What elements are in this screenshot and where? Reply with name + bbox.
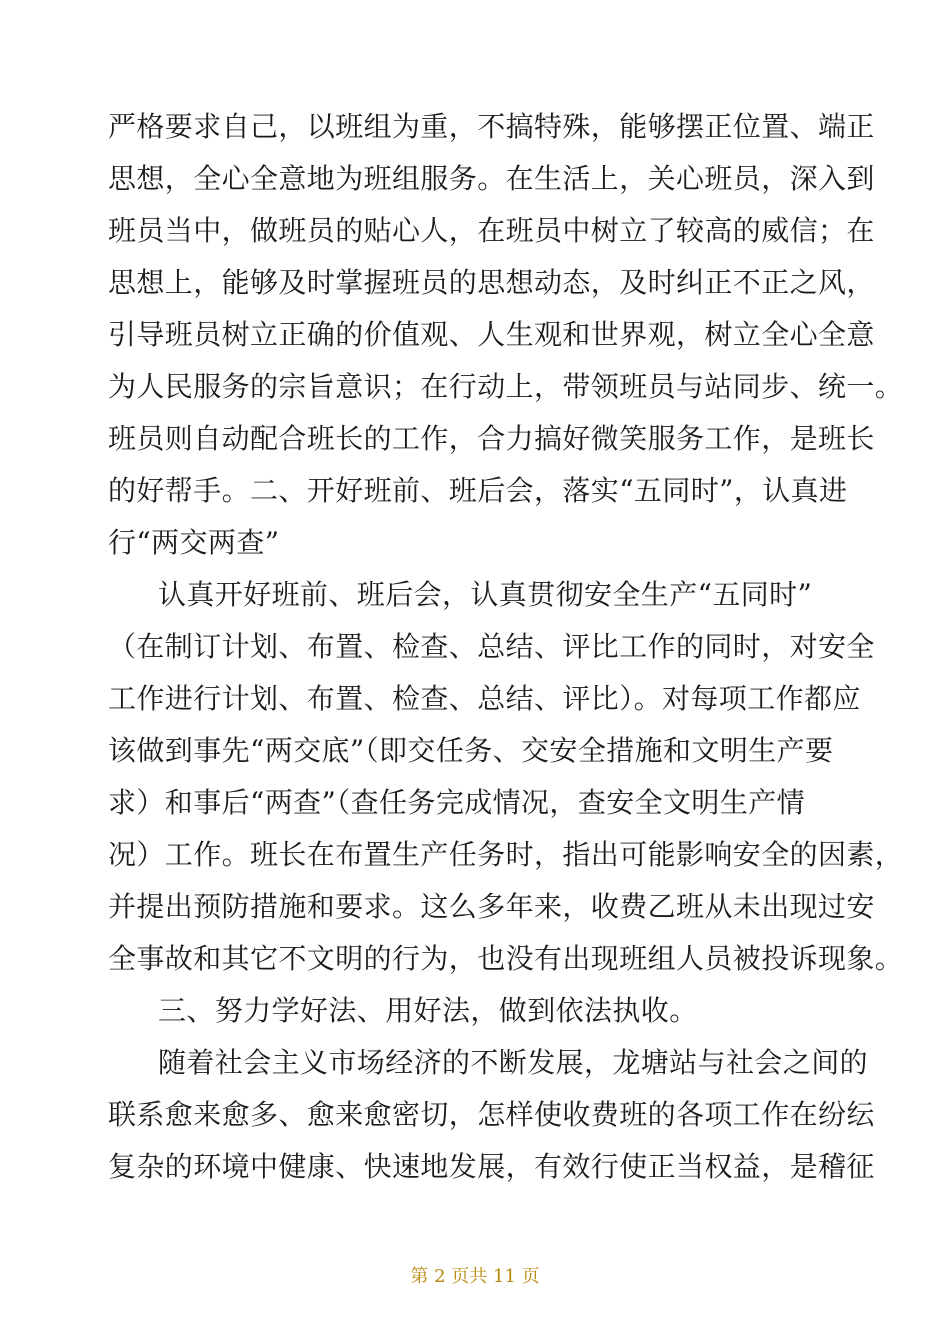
- text-line: 求）和事后“两查”（查任务完成情况，查安全文明生产情: [108, 786, 806, 819]
- text-line: 联系愈来愈多、愈来愈密切，怎样使收费班的各项工作在纷纭: [108, 1098, 875, 1131]
- text-line: 全事故和其它不文明的行为，也没有出现班组人员被投诉现象。: [108, 942, 904, 975]
- text-line: 思想，全心全意地为班组服务。在生活上，关心班员，深入到: [108, 162, 875, 195]
- paragraph-first-line: 随着社会主义市场经济的不断发展，龙塘站与社会之间的: [158, 1046, 869, 1079]
- text-line: 班员当中，做班员的贴心人，在班员中树立了较高的威信；在: [108, 214, 875, 247]
- text-line: 该做到事先“两交底”（即交任务、交安全措施和文明生产要: [108, 734, 834, 767]
- text-line: 班员则自动配合班长的工作，合力搞好微笑服务工作，是班长: [108, 422, 875, 455]
- text-line: 为人民服务的宗旨意识；在行动上，带领班员与站同步、统一。: [108, 370, 904, 403]
- text-line: 况）工作。班长在布置生产任务时，指出可能影响安全的因素，: [108, 838, 904, 871]
- text-line: 思想上，能够及时掌握班员的思想动态，及时纠正不正之风，: [108, 266, 875, 299]
- page-number-footer: 第 2 页共 11 页: [410, 1266, 540, 1287]
- text-line: 行“两交两查”: [108, 526, 280, 559]
- section-heading: 三、努力学好法、用好法，做到依法执收。: [158, 994, 698, 1027]
- text-line: （在制订计划、布置、检查、总结、评比工作的同时，对安全: [108, 630, 875, 663]
- text-line: 复杂的环境中健康、快速地发展，有效行使正当权益，是稽征: [108, 1150, 875, 1183]
- text-line: 并提出预防措施和要求。这么多年来，收费乙班从未出现过安: [108, 890, 875, 923]
- text-line: 工作进行计划、布置、检查、总结、评比）。对每项工作都应: [108, 682, 861, 715]
- paragraph-first-line: 认真开好班前、班后会，认真贯彻安全生产“五同时”: [158, 578, 813, 611]
- text-line: 引导班员树立正确的价值观、人生观和世界观，树立全心全意: [108, 318, 875, 351]
- text-line: 的好帮手。二、开好班前、班后会，落实“五同时”，认真进: [108, 474, 848, 507]
- text-line: 严格要求自己，以班组为重，不搞特殊，能够摆正位置、端正: [108, 110, 875, 143]
